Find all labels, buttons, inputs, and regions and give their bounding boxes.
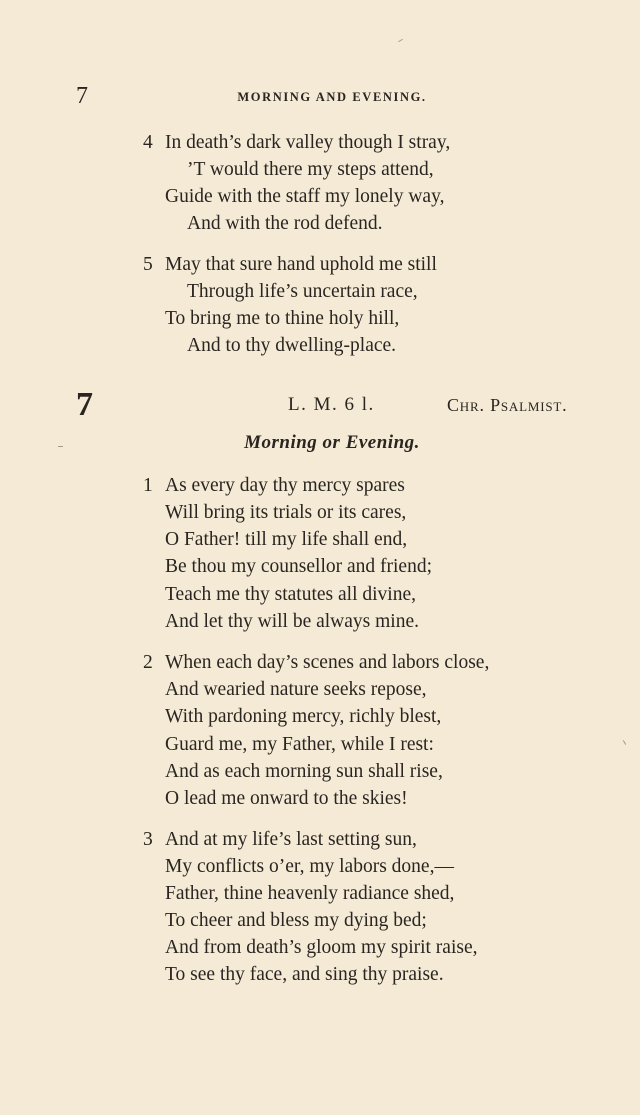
verse-line: Be thou my counsellor and friend;	[165, 556, 432, 577]
running-head	[0, 84, 640, 110]
stanza-number: 4	[143, 132, 153, 153]
verse-line: And with the rod defend.	[187, 213, 383, 234]
verse-line: In death’s dark valley though I stray,	[165, 132, 451, 153]
verse-line: Through life’s uncertain race,	[187, 281, 418, 302]
verse-line: And wearied nature seeks repose,	[165, 679, 427, 700]
verse-line: To bring me to thine holy hill,	[165, 308, 400, 329]
verse-line: And from death’s gloom my spirit raise,	[165, 937, 478, 958]
verse-line: Teach me thy statutes all divine,	[165, 584, 416, 605]
stanza-number: 5	[143, 254, 153, 275]
running-title: MORNING AND EVENING.	[237, 90, 427, 104]
paper-speck	[398, 39, 403, 42]
hymn-heading	[0, 388, 640, 424]
hymn-number: 7	[76, 386, 93, 423]
hymn-title: Morning or Evening.	[244, 432, 420, 453]
stanza-number: 1	[143, 475, 153, 496]
verse-line: And as each morning sun shall rise,	[165, 761, 443, 782]
stanza-number: 3	[143, 829, 153, 850]
verse-line: My conflicts o’er, my labors done,—	[165, 856, 454, 877]
verse-line: And let thy will be always mine.	[165, 611, 419, 632]
hymn-meter: L. M. 6 l.	[288, 394, 375, 415]
verse-line: ’T would there my steps attend,	[187, 159, 434, 180]
verse-line: And at my life’s last setting sun,	[165, 829, 417, 850]
paper-speck	[623, 740, 626, 745]
verse-line: Guide with the staff my lonely way,	[165, 186, 445, 207]
stanza-number: 2	[143, 652, 153, 673]
verse-line: To see thy face, and sing thy praise.	[165, 964, 444, 985]
verse-line: Father, thine heavenly radiance shed,	[165, 883, 455, 904]
verse-line: Will bring its trials or its cares,	[165, 502, 407, 523]
verse-line: O lead me onward to the skies!	[165, 788, 408, 809]
hymn-author: Chr. Psalmist.	[447, 395, 568, 415]
verse-line: And to thy dwelling-place.	[187, 335, 397, 356]
verse-line: To cheer and bless my dying bed;	[165, 910, 427, 931]
verse-line: As every day thy mercy spares	[165, 475, 405, 496]
verse-line: Guard me, my Father, while I rest:	[165, 734, 434, 755]
verse-line: When each day’s scenes and labors close,	[165, 652, 490, 673]
verse-line: O Father! till my life shall end,	[165, 529, 408, 550]
page-number: 7	[76, 83, 88, 109]
verse-line: May that sure hand uphold me still	[165, 254, 437, 275]
verse-line: With pardoning mercy, richly blest,	[165, 706, 442, 727]
